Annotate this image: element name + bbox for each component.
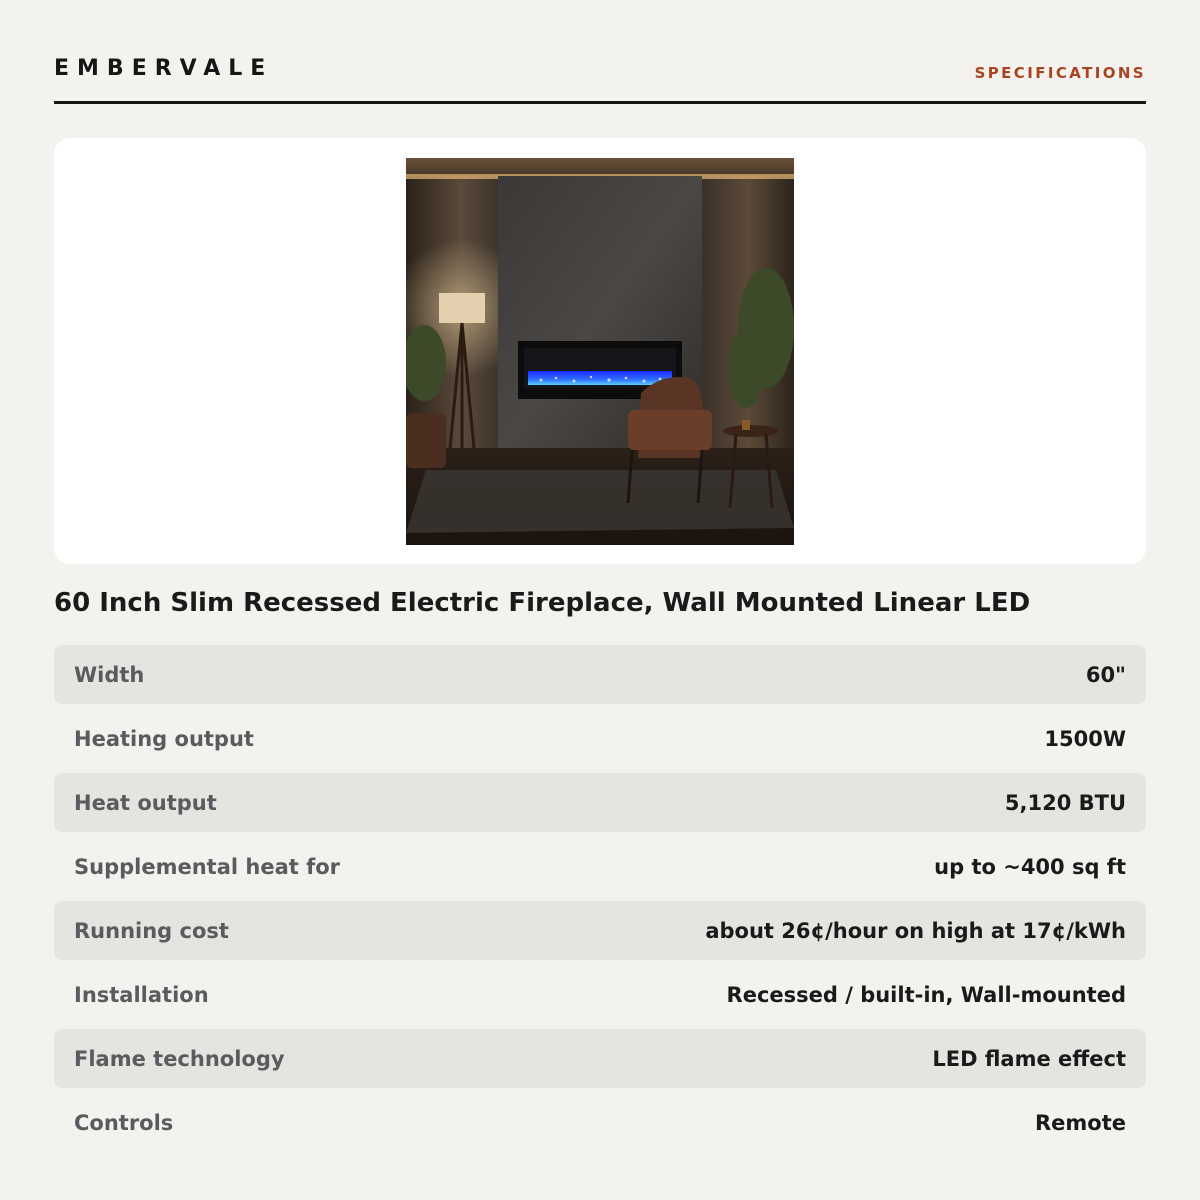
spec-row-controls: [54, 1093, 1146, 1152]
product-title: 60 Inch Slim Recessed Electric Fireplace, Wall Mounted Linear LED: [54, 588, 1031, 618]
spec-label: Installation: [74, 982, 209, 1007]
spec-row-heat-output: [54, 773, 1146, 832]
brand-logo: EMBERVALE: [54, 56, 274, 81]
product-image-card: [54, 138, 1146, 564]
spec-row-installation: [54, 965, 1146, 1024]
spec-value: about 26¢/hour on high at 17¢/kWh: [705, 918, 1126, 943]
spec-row-running-cost: [54, 901, 1146, 960]
spec-label: Heating output: [74, 726, 254, 751]
page-header: [54, 52, 1146, 104]
spec-row-flame-technology: [54, 1029, 1146, 1088]
spec-value: 1500W: [1044, 726, 1126, 751]
spec-value: 5,120 BTU: [1004, 790, 1126, 815]
product-photo: [406, 158, 794, 545]
spec-label: Flame technology: [74, 1046, 285, 1071]
spec-label: Supplemental heat for: [74, 854, 341, 879]
spec-value: LED flame effect: [932, 1046, 1126, 1071]
section-label: SPECIFICATIONS: [974, 64, 1146, 82]
spec-label: Running cost: [74, 918, 229, 943]
spec-row-heating-output: [54, 709, 1146, 768]
spec-row-supplemental-heat: [54, 837, 1146, 896]
spec-value: up to ~400 sq ft: [934, 854, 1126, 879]
specs-table: [54, 645, 1146, 1157]
spec-label: Heat output: [74, 790, 217, 815]
spec-value: Recessed / built-in, Wall-mounted: [726, 982, 1126, 1007]
spec-label: Width: [74, 662, 145, 687]
spec-label: Controls: [74, 1110, 174, 1135]
spec-value: Remote: [1034, 1110, 1126, 1135]
spec-row-width: [54, 645, 1146, 704]
spec-value: 60": [1085, 662, 1126, 687]
